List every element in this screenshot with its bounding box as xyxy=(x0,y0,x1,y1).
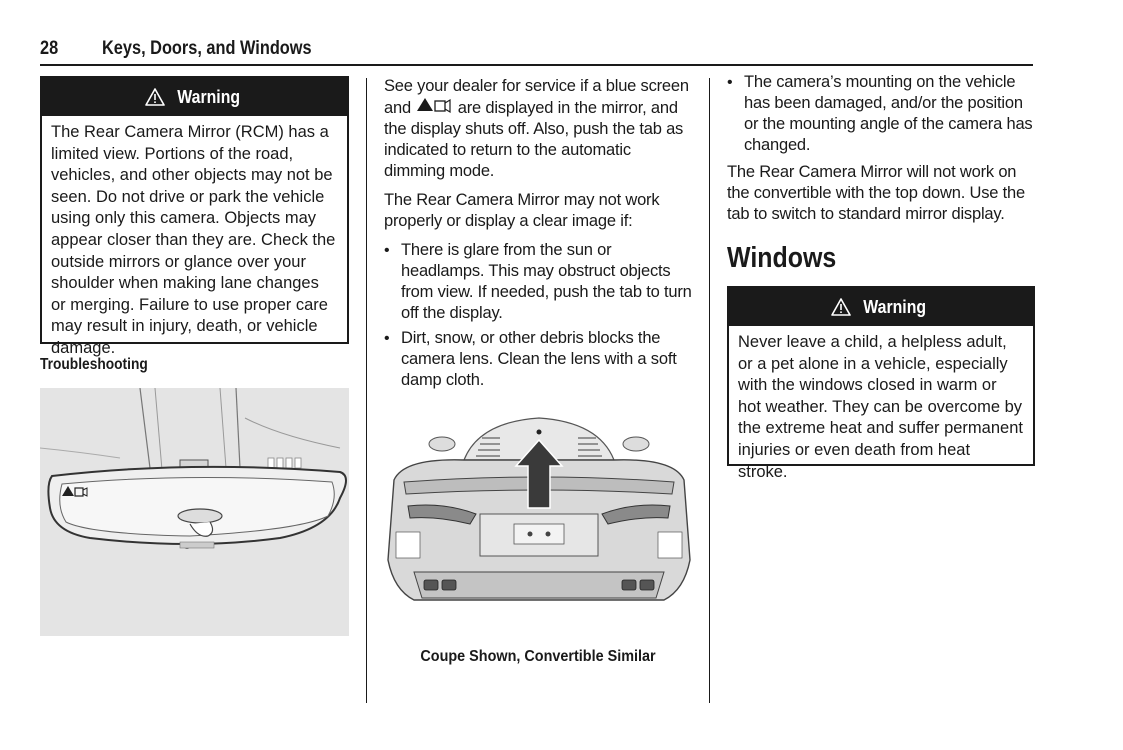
column-divider xyxy=(366,78,367,703)
troubleshooting-heading: Troubleshooting xyxy=(40,356,148,373)
warning-triangle-icon xyxy=(831,298,851,316)
rcm-conditions-paragraph: The Rear Camera Mirror may not work properly or display a clear image if: xyxy=(384,191,660,230)
warning-body: The Rear Camera Mirror (RCM) has a limited view. Portions of the road, vehicles, and other objects may not be seen. Do not drive or park the vehicle using only this camera. Objects may appear closer than they are. Check the outside mirrors or glance over your shoulder when making lane changes or merging. Failure to use proper care may result in injury, death, or vehicle damage. xyxy=(51,123,336,357)
warning-title: Warning xyxy=(863,296,927,317)
warning-header xyxy=(729,288,1033,326)
list-item: • The camera’s mounting on the vehicle has been damaged, and/or the position or the mounting angle of the camera has changed. xyxy=(727,72,1035,156)
windows-heading: Windows xyxy=(727,242,837,274)
car-drawing xyxy=(384,410,694,628)
mirror-drawing xyxy=(40,388,349,636)
page-header xyxy=(40,38,1033,66)
column-divider xyxy=(709,78,710,703)
page-number: 28 xyxy=(40,38,59,59)
corvette-rear-illustration xyxy=(384,410,694,628)
figure-caption: Coupe Shown, Convertible Similar xyxy=(420,648,656,665)
list-item: • Dirt, snow, or other debris blocks the camera lens. Clean the lens with a soft damp cloth. xyxy=(384,328,694,391)
service-paragraph xyxy=(384,76,694,182)
warning-header xyxy=(42,78,347,116)
conditions-list xyxy=(384,240,694,391)
camera-warning-icon xyxy=(415,97,453,115)
camera-conditions-list xyxy=(727,72,1035,156)
right-column-text xyxy=(727,72,1035,233)
warning-title: Warning xyxy=(177,86,240,107)
middle-column-text xyxy=(384,76,694,395)
warning-body: Never leave a child, a helpless adult, or a pet alone in a vehicle, especially with the windows closed in warm or hot weather. They can be overcome by the extreme heat and suffer permanent injuries or even death from heat stroke. xyxy=(738,333,1023,481)
list-item: • There is glare from the sun or headlamps. This may obstruct objects from view. If needed, push the tab to turn off the display. xyxy=(384,240,694,324)
convertible-paragraph: The Rear Camera Mirror will not work on the convertible with the top down. Use the tab to switch to standard mirror display. xyxy=(727,163,1025,223)
section-title: Keys, Doors, and Windows xyxy=(102,38,312,59)
rearview-mirror-illustration xyxy=(40,388,349,636)
warning-triangle-icon xyxy=(145,88,165,106)
rcm-warning-box xyxy=(40,76,349,357)
windows-warning-box xyxy=(727,286,1035,481)
service-paragraph-end: are displayed in the mirror, and the display shuts off. Also, push the tab as indicated to return to the automatic dimming mode. xyxy=(384,99,684,180)
service-paragraph-start: See your dealer for service if a blue screen and xyxy=(384,77,689,117)
